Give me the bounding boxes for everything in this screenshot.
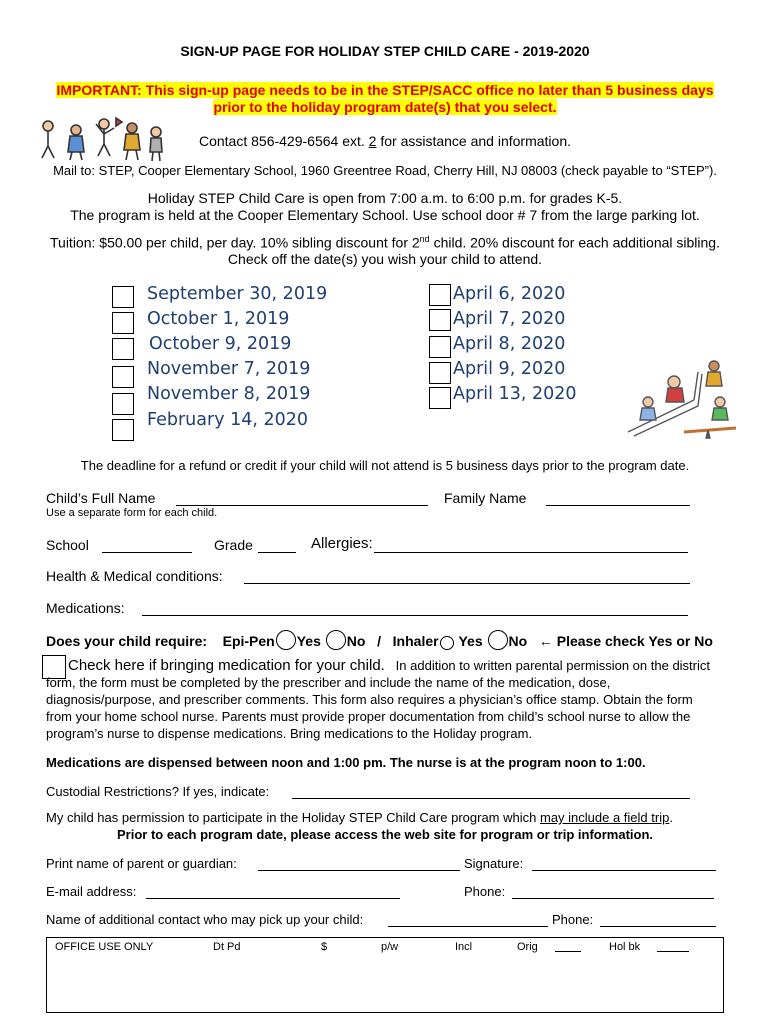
signature-label: Signature: bbox=[464, 856, 524, 871]
important-notice-line2: prior to the holiday program date(s) that you select. bbox=[213, 99, 557, 115]
school-label: School bbox=[46, 537, 89, 553]
medications-field[interactable] bbox=[142, 600, 688, 616]
date-label-right-4: April 13, 2020 bbox=[453, 384, 577, 404]
allergies-field[interactable] bbox=[374, 537, 688, 553]
phone-label: Phone: bbox=[464, 884, 506, 899]
playground-illustration bbox=[624, 352, 742, 442]
grade-label: Grade bbox=[214, 537, 253, 553]
epipen-yes-radio[interactable] bbox=[276, 630, 296, 650]
hours-line2: The program is held at the Cooper Elementary School. Use school door # 7 from the large parking lot. bbox=[70, 207, 700, 223]
school-field[interactable] bbox=[102, 537, 192, 553]
date-label-right-3: April 9, 2020 bbox=[453, 359, 566, 379]
date-checkbox-right-2[interactable] bbox=[429, 336, 451, 358]
date-label-left-1: October 1, 2019 bbox=[147, 309, 290, 329]
date-label-left-5: February 14, 2020 bbox=[147, 410, 309, 430]
inhaler-no-radio[interactable] bbox=[488, 630, 508, 650]
date-checkbox-left-3[interactable] bbox=[112, 366, 134, 388]
parent-name-field[interactable] bbox=[258, 856, 460, 871]
health-conditions-field[interactable] bbox=[244, 568, 690, 584]
check-off-instructions: Check off the date(s) you wish your child to attend. bbox=[227, 251, 543, 267]
require-question: Does your child require: Epi-Pen Yes No / Inhaler Yes No ← Please check Yes or No bbox=[46, 630, 713, 650]
separate-form-note: Use a separate form for each child. bbox=[46, 507, 218, 519]
child-name-label: Child’s Full Name bbox=[46, 490, 156, 506]
health-conditions-label: Health & Medical conditions: bbox=[46, 568, 223, 584]
office-use-title: OFFICE USE ONLY bbox=[55, 941, 154, 953]
date-label-left-2: October 9, 2019 bbox=[149, 334, 292, 354]
office-holbk: Hol bk bbox=[609, 941, 641, 953]
office-orig: Orig bbox=[517, 941, 538, 953]
custodial-label: Custodial Restrictions? If yes, indicate: bbox=[46, 784, 270, 799]
office-incl: Incl bbox=[455, 941, 473, 953]
medication-paragraph: Check here if bringing medication for your child. In addition to written parental permission on the district form, the form must be completed by the prescriber and include the name of the medication, dose, diagnosis/purpose, and prescriber comments. This form also requires a physician’s office stamp. Obtain the form from your home school nurse. Parents must provide proper documentation from child’s school nurse to allow the program’s nurse to dispense medications. Bring medications to the Holiday program. bbox=[46, 657, 711, 741]
office-orig-blank bbox=[555, 951, 581, 952]
date-label-right-2: April 8, 2020 bbox=[453, 334, 566, 354]
additional-contact-field[interactable] bbox=[388, 912, 548, 927]
grade-field[interactable] bbox=[258, 537, 296, 553]
email-field[interactable] bbox=[146, 884, 400, 899]
medications-label: Medications: bbox=[46, 600, 125, 616]
date-checkbox-left-2[interactable] bbox=[112, 338, 134, 360]
inhaler-yes-radio[interactable] bbox=[440, 636, 454, 650]
office-use-box bbox=[46, 937, 724, 1013]
allergies-label: Allergies: bbox=[311, 535, 373, 552]
additional-phone-field[interactable] bbox=[600, 912, 716, 927]
date-checkbox-left-4[interactable] bbox=[112, 393, 134, 415]
date-label-right-1: April 7, 2020 bbox=[453, 309, 566, 329]
tuition-line: Tuition: $50.00 per child, per day. 10% sibling discount for 2nd child. 20% discount for each additional sibling. bbox=[50, 234, 720, 251]
child-name-field[interactable] bbox=[176, 490, 428, 506]
custodial-field[interactable] bbox=[292, 784, 690, 799]
date-checkbox-left-0[interactable] bbox=[112, 286, 134, 308]
date-label-right-0: April 6, 2020 bbox=[453, 284, 566, 304]
parent-name-label: Print name of parent or guardian: bbox=[46, 856, 237, 871]
office-holbk-blank bbox=[657, 951, 689, 952]
date-checkbox-right-4[interactable] bbox=[429, 387, 451, 409]
date-checkbox-right-0[interactable] bbox=[429, 284, 451, 306]
date-label-left-4: November 8, 2019 bbox=[147, 384, 311, 404]
date-checkbox-left-5[interactable] bbox=[112, 419, 134, 441]
email-label: E-mail address: bbox=[46, 884, 137, 899]
family-name-label: Family Name bbox=[444, 490, 527, 506]
page-title: SIGN-UP PAGE FOR HOLIDAY STEP CHILD CARE - 2019-2020 bbox=[180, 43, 590, 59]
additional-phone-label: Phone: bbox=[552, 912, 594, 927]
permission-line: My child has permission to participate in the Holiday STEP Child Care program which may include a field trip. bbox=[46, 810, 673, 825]
medications-dispensed-note: Medications are dispensed between noon and 1:00 pm. The nurse is at the program noon to 1:00. bbox=[46, 755, 646, 770]
date-label-left-0: September 30, 2019 bbox=[147, 284, 328, 304]
signature-field[interactable] bbox=[532, 856, 716, 871]
epipen-no-radio[interactable] bbox=[326, 630, 346, 650]
refund-deadline: The deadline for a refund or credit if your child will not attend is 5 business days prior to the program date. bbox=[80, 458, 690, 473]
office-dtpd: Dt Pd bbox=[213, 941, 241, 953]
additional-contact-label: Name of additional contact who may pick up your child: bbox=[46, 912, 364, 927]
date-checkbox-right-1[interactable] bbox=[429, 309, 451, 331]
date-checkbox-right-3[interactable] bbox=[429, 362, 451, 384]
important-notice-line1: IMPORTANT: This sign-up page needs to be in the STEP/SACC office no later than 5 business days bbox=[56, 82, 714, 98]
contact-line: Contact 856-429-6564 ext. 2 for assistance and information. bbox=[198, 133, 571, 149]
prior-program-note: Prior to each program date, please access the web site for program or trip information. bbox=[116, 827, 654, 842]
date-label-left-3: November 7, 2019 bbox=[147, 359, 311, 379]
date-checkbox-left-1[interactable] bbox=[112, 312, 134, 334]
mail-to-line: Mail to: STEP, Cooper Elementary School, 1960 Greentree Road, Cherry Hill, NJ 08003 (check payable to “STEP”). bbox=[53, 163, 717, 178]
family-name-field[interactable] bbox=[546, 490, 690, 506]
phone-field[interactable] bbox=[512, 884, 714, 899]
hours-line1: Holiday STEP Child Care is open from 7:00 a.m. to 6:00 p.m. for grades K-5. bbox=[147, 190, 623, 206]
office-pw: p/w bbox=[381, 941, 399, 953]
office-dollar: $ bbox=[321, 941, 328, 953]
